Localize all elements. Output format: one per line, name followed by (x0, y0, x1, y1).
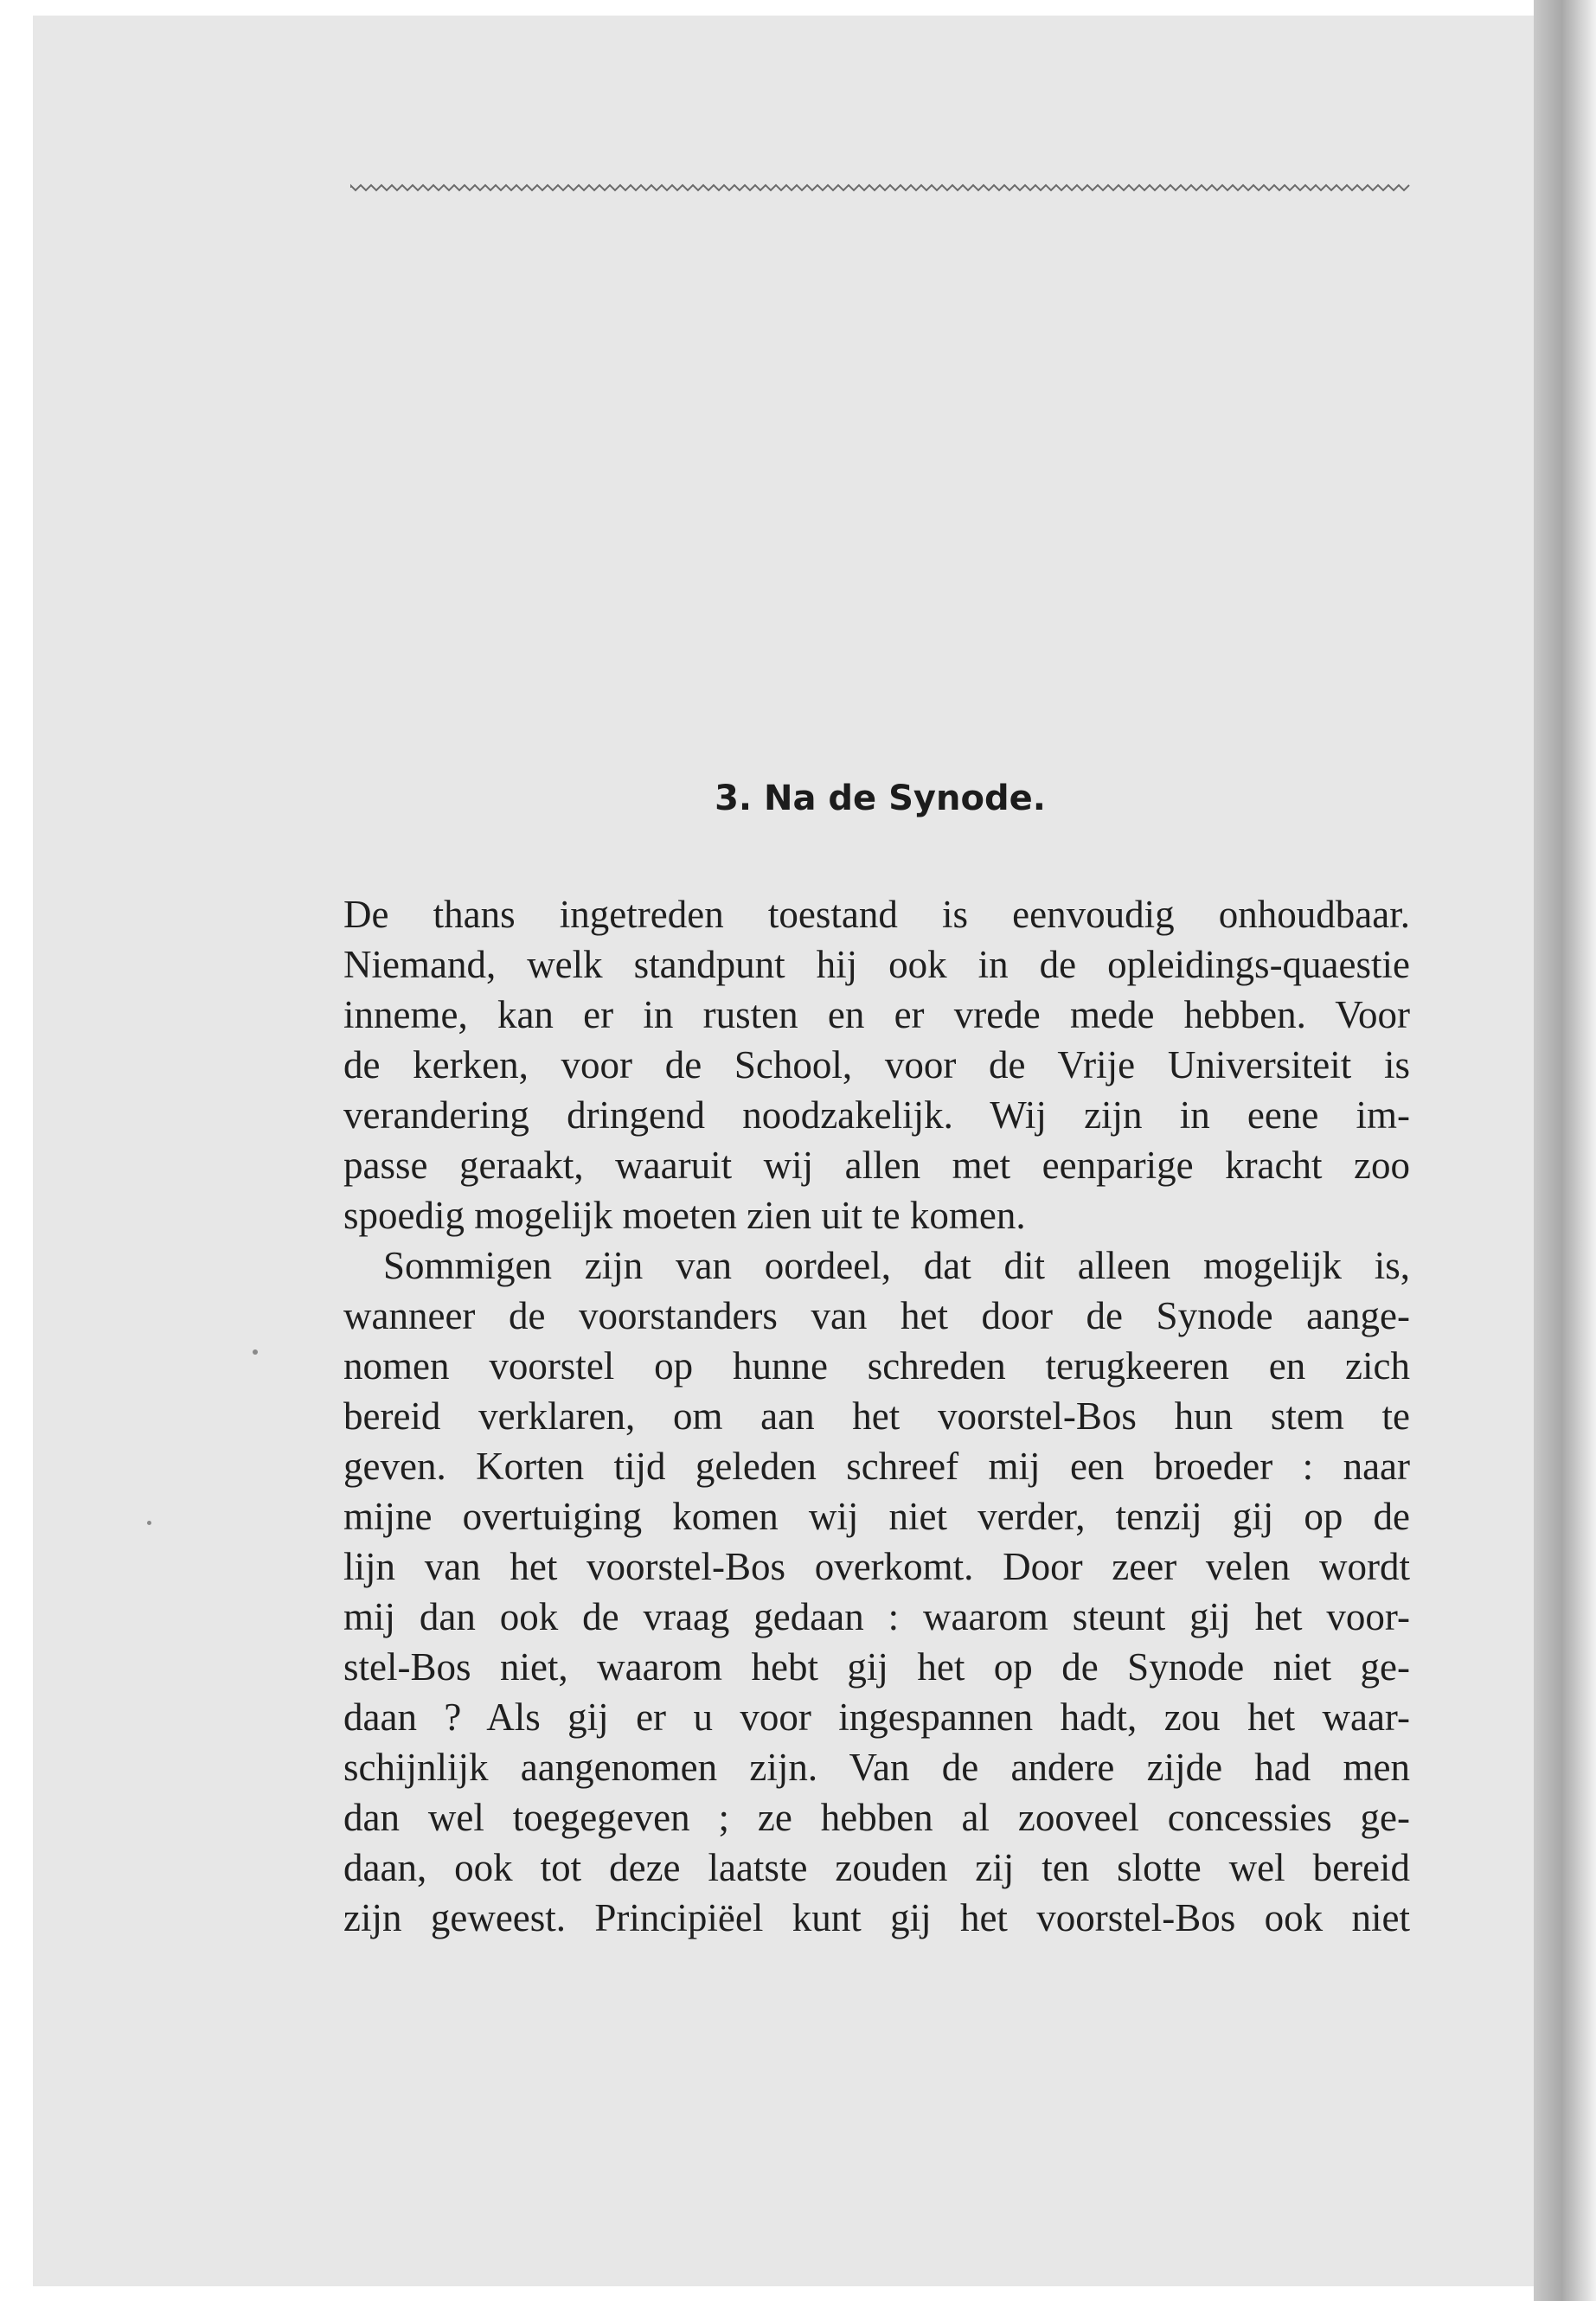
text-line: nomen voorstel op hunne schreden terugkeeren en zich (343, 1344, 1410, 1388)
text-line: spoedig mogelijk moeten zien uit te komen. (343, 1194, 1026, 1237)
text-line: daan ? Als gij er u voor ingespannen hadt, zou het waar- (343, 1695, 1410, 1739)
text-line: daan, ook tot deze laatste zouden zij ten slotte wel bereid (343, 1846, 1410, 1889)
text-line: passe geraakt, waaruit wij allen met eenparige kracht zoo (343, 1144, 1410, 1187)
text-line: mij dan ook de vraag gedaan : waarom steunt gij het voor- (343, 1595, 1410, 1638)
text-line: lijn van het voorstel-Bos overkomt. Door zeer velen wordt (343, 1545, 1410, 1588)
text-line: verandering dringend noodzakelijk. Wij zijn in eene im- (343, 1093, 1410, 1137)
section-heading: 3. Na de Synode. (715, 779, 1046, 818)
text-line: wanneer de voorstanders van het door de Synode aange- (343, 1294, 1410, 1337)
ink-speck (147, 1521, 151, 1525)
page-edge-shadow (1534, 0, 1596, 2301)
text-line: inneme, kan er in rusten en er vrede mede hebben. Voor (343, 993, 1410, 1036)
decorative-rule (350, 183, 1410, 192)
text-line: Niemand, welk standpunt hij ook in de opleidings-quaestie (343, 943, 1410, 986)
text-line: De thans ingetreden toestand is eenvoudig onhoudbaar. (343, 893, 1410, 936)
ink-speck (253, 1349, 258, 1355)
text-line: de kerken, voor de School, voor de Vrije Universiteit is (343, 1043, 1410, 1086)
paragraph-1 (343, 889, 1410, 1240)
text-line: geven. Korten tijd geleden schreef mij een broeder : naar (343, 1445, 1410, 1488)
text-line: mijne overtuiging komen wij niet verder, tenzij gij op de (343, 1495, 1410, 1538)
text-line: Sommigen zijn van oordeel, dat dit alleen mogelijk is, (383, 1244, 1410, 1287)
text-line: schijnlijk aangenomen zijn. Van de andere zijde had men (343, 1746, 1410, 1789)
text-line: stel-Bos niet, waarom hebt gij het op de Synode niet ge- (343, 1645, 1410, 1689)
body-text (343, 889, 1410, 1943)
text-line: zijn geweest. Principiëel kunt gij het voorstel-Bos ook niet (343, 1896, 1410, 1939)
paragraph-2 (343, 1240, 1410, 1943)
text-line: bereid verklaren, om aan het voorstel-Bos hun stem te (343, 1394, 1410, 1438)
text-line: dan wel toegegeven ; ze hebben al zooveel concessies ge- (343, 1796, 1410, 1839)
